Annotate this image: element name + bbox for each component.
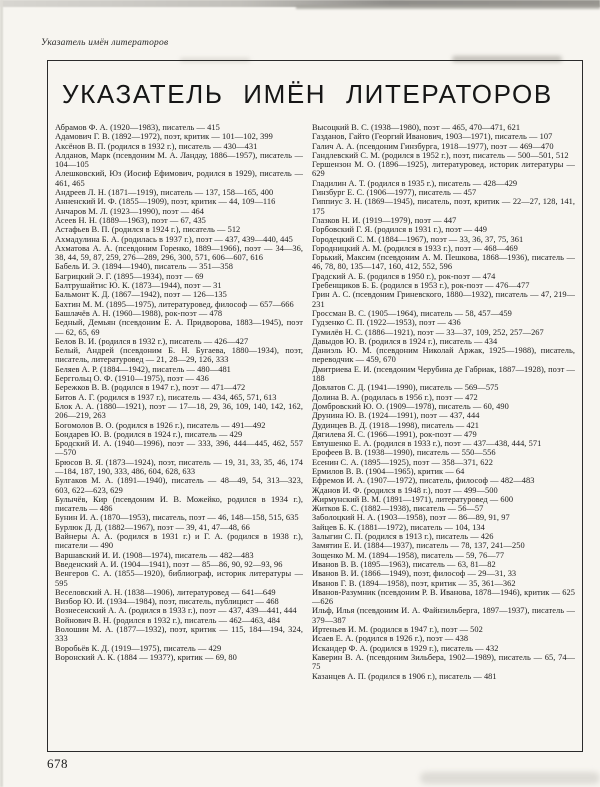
index-entry: Дмитриева Е. И. (псевдоним Черубина де Габриак, 1887—1928), поэт — 188: [312, 364, 575, 384]
page-number: 678: [47, 756, 68, 771]
index-entry: Булгаков М. А. (1891—1940), писатель — 48—49, 54, 313—323, 603, 622—623, 629: [55, 476, 303, 495]
index-entry: Галич А. А. (псевдоним Гинзбурга, 1918—1977), поэт — 469—470: [312, 141, 554, 151]
index-entry: Ахматова А. А. (псевдоним Горенко, 1889—1966), поэт — 34—36, 38, 44, 59, 87, 259, 276—289, 296, 300, 571, 606—607, 616: [55, 243, 303, 263]
index-entry: Богомолов В. О. (родился в 1926 г.), писатель — 491—492: [55, 420, 266, 430]
index-entry: Визбор Ю. И. (1934—1984), поэт, писатель, публицист — 468: [55, 597, 279, 607]
index-entry: Евтушенко Е. А. (родился в 1933 г.), поэт — 437—438, 444, 571: [312, 439, 542, 449]
index-entry: Казанцев А. П. (родился в 1906 г.), писатель — 481: [312, 671, 497, 681]
index-entry: Гроссман В. С. (1905—1964), писатель — 58, 457—459: [312, 308, 512, 318]
index-entry: Гиппиус З. Н. (1869—1945), писатель, поэт, критик — 22—27, 128, 141, 175: [312, 197, 575, 216]
index-entry: Багрицкий Э. Г. (1895—1934), поэт — 69: [55, 271, 204, 281]
index-entry: Даниэль Ю. М. (псевдоним Николай Аржак, 1925—1988), писатель, переводчик — 459, 670: [312, 346, 575, 365]
index-entry: Аксёнов В. П. (родился в 1932 г.), писатель — 430—431: [55, 141, 258, 151]
index-entry: Городецкий С. М. (1884—1967), поэт — 33, 36, 37, 75, 361: [312, 234, 524, 244]
index-entry: Анненский И. Ф. (1855—1909), поэт, критик — 44, 109—116: [55, 197, 276, 207]
index-entry: Долина В. А. (родилась в 1956 г.), поэт — 472: [312, 392, 478, 402]
index-entry: Градский А. Б. (родился в 1950 г.), рок-поэт — 474: [312, 271, 496, 281]
index-entry: Горбовский Г. Я. (родился в 1931 г.), поэт — 449: [312, 225, 488, 235]
index-entry: Горький, Максим (псевдоним А. М. Пешкова, 1868—1936), писатель — 46, 78, 80, 135—147, 160, 412, 552, 596: [312, 253, 575, 272]
index-entry: Балтрушайтис Ю. К. (1873—1944), поэт — 31: [55, 281, 222, 291]
index-entry: Булычёв, Кир (псевдоним И. В. Можейко, родился в 1934 г.), писатель — 486: [55, 494, 303, 514]
index-entry: Каверин В. А. (псевдоним Зильбера, 1902—1989), писатель — 65, 74—75: [312, 652, 575, 672]
index-entry: Зощенко М. М. (1894—1958), писатель — 59, 76—77: [312, 550, 505, 560]
index-entry: Иванов-Разумник (псевдоним Р. В. Иванова, 1878—1946), критик — 625—626: [312, 587, 575, 607]
index-frame: [47, 60, 583, 752]
index-entry: Башлачёв А. Н. (1960—1988), рок-поэт — 478: [55, 308, 223, 318]
index-entry: Бунин И. А. (1870—1953), писатель, поэт — 46, 148—158, 515, 635: [55, 513, 299, 523]
running-head: Указатель имён литераторов: [41, 38, 169, 48]
index-entry: Войнович В. Н. (родился в 1932 г.), писатель — 462—463, 484: [55, 615, 281, 625]
index-entry: Волошин М. А. (1877—1932), поэт, критик — 115, 184—194, 324, 333: [55, 625, 303, 644]
index-entry: Бахтин М. М. (1895—1975), литературовед, философ — 657—666: [55, 299, 294, 309]
index-entry: Алданов, Марк (псевдоним М. А. Ландау, 1886—1957), писатель — 104—105: [55, 150, 303, 170]
index-entry: Брюсов В. Я. (1873—1924), поэт, писатель — 19, 31, 33, 35, 46, 174—184, 187, 190, 333, 486, 604, 628, 633: [55, 457, 303, 476]
index-entry: Залыгин С. П. (родился в 1913 г.), писатель — 426: [312, 532, 494, 542]
index-entry: Беляев А. Р. (1884—1942), писатель — 480—481: [55, 364, 231, 374]
scan-artifact-bottom-smudge: [420, 772, 600, 784]
index-entry: Бродский И. А. (1940—1996), поэт — 333, 396, 444—445, 462, 557—570: [55, 439, 303, 458]
index-entry: Белов В. И. (родился в 1932 г.), писатель — 426—427: [55, 336, 249, 346]
index-entry: Иванов В. И. (1866—1949), поэт, философ — 29—31, 33: [312, 569, 517, 579]
index-entry: Иванов В. В. (1895—1963), писатель — 63, 81—82: [312, 559, 496, 569]
index-entry: Алешковский, Юз (Иосиф Ефимович, родился в 1929), писатель — 461, 465: [55, 169, 303, 188]
index-entry: Дудинцев В. Д. (1918—1998), писатель — 421: [312, 420, 480, 430]
index-column-left: [55, 123, 303, 745]
index-entry: Воронский А. К. (1884 — 1937?), критик — 69, 80: [55, 652, 237, 662]
index-entry: Введенский А. И. (1904—1941), поэт — 85—86, 90, 92—93, 96: [55, 559, 283, 569]
index-entry: Бондарев Ю. В. (родился в 1924 г.), писатель — 429: [55, 429, 243, 439]
index-entry: Есенин С. А. (1895—1925), поэт — 358—371, 622: [312, 457, 493, 467]
index-entry: Асеев Н. Н. (1889—1963), поэт — 67, 435: [55, 215, 206, 225]
page-title: УКАЗАТЕЛЬ ИМЁН ЛИТЕРАТОРОВ: [62, 79, 553, 109]
index-entry: Гинзбург Е. С. (1906—1977), писатель — 457: [312, 188, 477, 198]
index-entry: Гандлевский С. М. (родился в 1952 г.), поэт, писатель — 500—501, 512: [312, 150, 569, 160]
index-entry: Довлатов С. Д. (1941—1990), писатель — 569—575: [312, 383, 499, 393]
index-entry: Ильф, Илья (псевдоним И. А. Файнзильберга, 1897—1937), писатель — 379—387: [312, 606, 575, 625]
index-entry: Бабель И. Э. (1894—1940), писатель — 351—358: [55, 262, 234, 272]
index-entry: Андреев Л. Н. (1871—1919), писатель — 137, 158—165, 400: [55, 188, 274, 198]
index-entry: Зайцев Б. К. (1881—1972), писатель — 104, 134: [312, 522, 485, 532]
index-entry: Замятин Е. И. (1884—1937), писатель — 78, 137, 241—250: [312, 541, 525, 551]
scan-artifact-left-edge: [0, 0, 3, 787]
index-entry: Воробьёв К. Д. (1919—1975), писатель — 429: [55, 643, 222, 653]
index-entry: Ахмадулина Б. А. (родилась в 1937 г.), поэт — 437, 439—440, 445: [55, 234, 293, 244]
index-entry: Газданов, Гайто (Георгий Иванович, 1903—1971), писатель — 107: [312, 132, 553, 142]
index-entry: Ермилов В. В. (1904—1965), критик — 64: [312, 466, 465, 476]
index-entry: Друнина Ю. В. (1924—1991), поэт — 437, 444: [312, 411, 480, 421]
index-entry: Вайнеры А. А. (родился в 1931 г.) и Г. А. (родился в 1938 г.), писатели — 490: [55, 532, 303, 551]
index-entry: Абрамов Ф. А. (1920—1983), писатель — 415: [55, 123, 220, 132]
index-entry: Венгеров С. А. (1855—1920), библиограф, историк литературы — 595: [55, 569, 303, 588]
index-entry: Дягилева Я. С. (1966—1991), рок-поэт — 479: [312, 429, 477, 439]
index-entry: Адамович Г. В. (1892—1972), поэт, критик — 101—102, 399: [55, 132, 273, 142]
index-entry: Блок А. А. (1880—1921), поэт — 17—18, 29, 36, 109, 140, 142, 162, 206—219, 263: [55, 401, 303, 421]
index-entry: Гумилёв Н. С. (1886—1921), поэт — 33—37, 109, 252, 257—267: [312, 327, 544, 337]
index-entry: Бедный, Демьян (псевдоним Е. А. Придворова, 1883—1945), поэт — 62, 65, 69: [55, 318, 303, 337]
index-entry: Искандер Ф. А. (родился в 1929 г.), писатель — 432: [312, 643, 499, 653]
index-entry: Жирмунский В. М. (1891—1971), литературовед — 600: [312, 494, 514, 504]
index-entry: Бурлюк Д. Д. (1882—1967), поэт — 39, 41, 47—48, 66: [55, 522, 250, 532]
index-entry: Битов А. Г. (родился в 1937 г.), писатель — 434, 465, 571, 613: [55, 392, 277, 402]
index-entry: Бережков В. В. (родился в 1947 г.), поэт — 471—472: [55, 383, 246, 393]
index-entry: Анчаров М. Л. (1923—1990), поэт — 464: [55, 206, 205, 216]
index-entry: Бальмонт К. Д. (1867—1942), поэт — 126—135: [55, 290, 227, 300]
index-entry: Гладилин А. Т. (родился в 1935 г.), писатель — 428—429: [312, 178, 518, 188]
index-entry: Гудзенко С. П. (1922—1953), поэт — 436: [312, 318, 461, 328]
index-entry: Заболоцкий Н. А. (1903—1958), поэт — 86—89, 91, 97: [312, 513, 510, 523]
index-entry: Варшавский И. И. (1908—1974), писатель — 482—483: [55, 550, 254, 560]
index-entry: Домбровский Ю. О. (1909—1978), писатель — 60, 490: [312, 401, 509, 411]
index-entry: Высоцкий В. С. (1938—1980), поэт — 465, 470—471, 621: [312, 123, 521, 132]
index-entry: Иванов Г. В. (1894—1958), поэт, критик — 35, 361—362: [312, 578, 516, 588]
index-column-right: [312, 123, 575, 745]
index-entry: Берггольц О. Ф. (1910—1975), поэт — 436: [55, 374, 209, 384]
index-entry: Иртеньев И. М. (родился в 1947 г.), поэт — 502: [312, 625, 483, 635]
index-entry: Гершензон М. О. (1896—1925), литературовед, историк литературы — 629: [312, 160, 575, 179]
index-entry: Белый, Андрей (псевдоним Б. Н. Бугаева, 1880—1934), поэт, писатель, литературовед — 21, 28—29, 126, 333: [55, 346, 303, 365]
index-entry: Вознесенский А. А. (родился в 1933 г.), поэт — 437, 439—441, 444: [55, 606, 297, 616]
index-entry: Ефремов И. А. (1907—1972), писатель, философ — 482—483: [312, 476, 535, 486]
index-entry: Жданов И. Ф. (родился в 1948 г.), поэт — 499—500: [312, 485, 498, 495]
index-entry: Давыдов Ю. В. (родился в 1924 г.), писатель — 434: [312, 336, 498, 346]
index-entry: Гребенщиков Б. Б. (родился в 1953 г.), рок-поэт — 476—477: [312, 281, 530, 291]
index-columns: [55, 123, 575, 745]
index-entry: Житков Б. С. (1882—1938), писатель — 56—57: [312, 504, 484, 514]
index-entry: Ерофеев В. В. (1938—1990), писатель — 550—556: [312, 448, 496, 458]
scan-artifact-top-smudge: [296, 5, 600, 9]
index-entry: Глазков Н. И. (1919—1979), поэт — 447: [312, 215, 457, 225]
index-entry: Астафьев В. П. (родился в 1924 г.), писатель — 512: [55, 225, 241, 235]
index-entry: Городницкий А. М. (родился в 1933 г.), поэт — 468—469: [312, 243, 518, 253]
index-entry: Веселовский А. Н. (1838—1906), литературовед — 641—649: [55, 587, 276, 597]
index-entry: Исаев Е. А. (родился в 1926 г.), поэт — 438: [312, 634, 469, 644]
index-entry: Грин А. С. (псевдоним Гриневского, 1880—1932), писатель — 47, 219—231: [312, 290, 575, 309]
